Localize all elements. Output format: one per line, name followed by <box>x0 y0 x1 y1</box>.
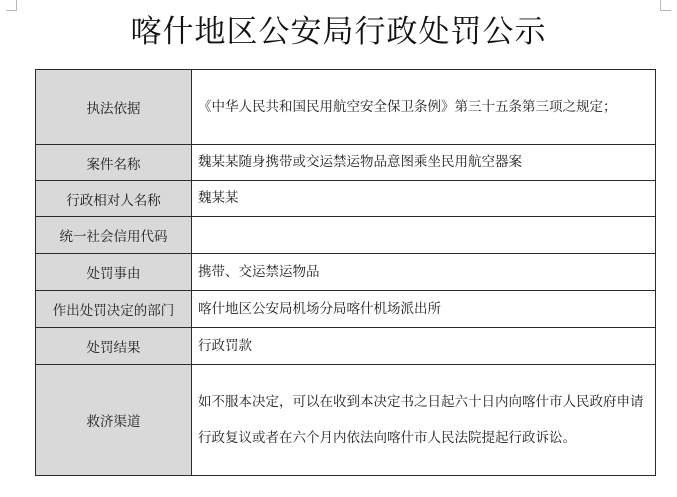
table-row-party-name <box>36 181 656 217</box>
table-row-deciding-department <box>36 291 656 328</box>
page-title: 喀什地区公安局行政处罚公示 <box>130 14 547 50</box>
row-label: 案件名称 <box>36 145 192 181</box>
row-value: 魏某某 <box>192 181 656 217</box>
penalty-notice-table <box>35 69 656 476</box>
row-label: 救济渠道 <box>36 365 192 476</box>
table-row-legal-basis <box>36 70 656 145</box>
row-value: 如不服本决定，可以在收到本决定书之日起六十日内向喀什市人民政府申请行政复议或者在六个月内依法向喀什市人民法院提起行政诉讼。 <box>192 365 656 476</box>
row-value: 携带、交运禁运物品 <box>192 254 656 291</box>
table-row-case-name <box>36 145 656 181</box>
row-label: 处罚事由 <box>36 254 192 291</box>
row-value: 《中华人民共和国民用航空安全保卫条例》第三十五条第三项之规定； <box>192 70 656 145</box>
table-row-penalty-reason <box>36 254 656 291</box>
row-label: 处罚结果 <box>36 328 192 365</box>
row-value <box>192 217 656 254</box>
row-label: 行政相对人名称 <box>36 181 192 217</box>
table-row-credit-code <box>36 217 656 254</box>
page-corner-mark-left <box>6 0 17 11</box>
page-corner-mark-right <box>660 0 671 11</box>
row-label: 统一社会信用代码 <box>36 217 192 254</box>
row-value: 魏某某随身携带或交运禁运物品意图乘坐民用航空器案 <box>192 145 656 181</box>
row-value: 喀什地区公安局机场分局喀什机场派出所 <box>192 291 656 328</box>
table-row-remedy-channel <box>36 365 656 476</box>
row-value: 行政罚款 <box>192 328 656 365</box>
row-label: 作出处罚决定的部门 <box>36 291 192 328</box>
row-label: 执法依据 <box>36 70 192 145</box>
table-row-penalty-result <box>36 328 656 365</box>
